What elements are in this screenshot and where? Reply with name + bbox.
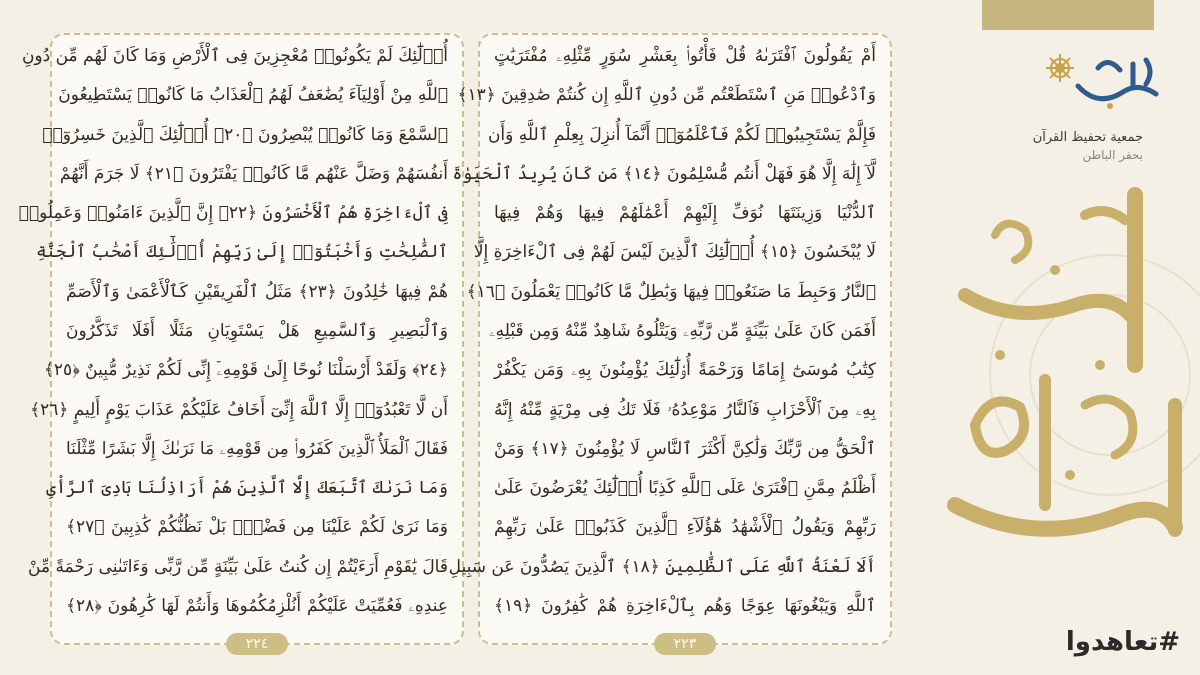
verse-line: رَبِّهِمْ وَيَقُولُ ٱلْأَشْهَٰدُ هَٰٓؤُلَآءِ ٱلَّذِينَ كَذَبُوا۟ عَلَىٰ رَبِّهِمْ: [494, 517, 876, 538]
verse-line: ٱلدُّنْيَا وَزِينَتَهَا نُوَفِّ إِلَيْهِمْ أَعْمَٰلَهُمْ فِيهَا وَهُمْ فِيهَا: [494, 203, 876, 224]
verse-line: هُمْ فِيهَا خَٰلِدُونَ ﴿٢٣﴾ مَثَلُ ٱلْفَرِيقَيْنِ كَٱلْأَعْمَىٰ وَٱلْأَصَمِّ: [66, 281, 448, 302]
verse-line: وَمَا نَرَىٰكَ ٱتَّبَعَكَ إِلَّا ٱلَّذِينَ هُمْ أَرَاذِلُنَا بَادِىَ ٱلرَّأْىِ: [46, 478, 448, 499]
verse-line: أَن لَّا تَعْبُدُوٓا۟ إِلَّا ٱللَّهَ إِنِّىٓ أَخَافُ عَلَيْكُمْ عَذَابَ يَوْمٍ أَلِيمٍ ﴿٢٦﴾: [30, 399, 448, 420]
verse-line: ٱلْحَقُّ مِن رَّبِّكَ وَلَٰكِنَّ أَكْثَرَ ٱلنَّاسِ لَا يُؤْمِنُونَ ﴿١٧﴾ وَمَنْ: [494, 438, 876, 459]
verse-line: وَمَا نَرَىٰ لَكُمْ عَلَيْنَا مِن فَضْلٍۭ بَلْ نَظُنُّكُمْ كَٰذِبِينَ ﴿٢٧﴾: [66, 517, 448, 538]
tatahadu-calligraphy-art: [935, 175, 1200, 605]
hashtag-label: #تعاهدوا: [1065, 627, 1180, 657]
verse-line: أَلَا لَعْنَةُ ٱللَّهِ عَلَى ٱلظَّٰلِمِينَ ﴿١٨﴾ ٱلَّذِينَ يَصُدُّونَ عَن سَبِيلِ: [448, 556, 876, 577]
verse-line: وَٱلْبَصِيرِ وَٱلسَّمِيعِ هَلْ يَسْتَوِيَانِ مَثَلًا أَفَلَا تَذَكَّرُونَ: [66, 320, 448, 341]
verse-line: ﴿٢٤﴾ وَلَقَدْ أَرْسَلْنَا نُوحًا إِلَىٰ قَوْمِهِۦٓ إِنِّى لَكُمْ نَذِيرٌ مُّبِينٌ ﴿٢٥﴾: [43, 360, 448, 381]
top-gold-bar: [982, 0, 1154, 30]
quran-page-224: [18, 33, 464, 652]
verse-line: عِندِهِۦ فَعُمِّيَتْ عَلَيْكُمْ أَنُلْزِمُكُمُوهَا وَأَنتُمْ لَهَا كَٰرِهُونَ ﴿٢٨﴾: [66, 595, 448, 616]
verse-line: أَظْلَمُ مِمَّنِ ٱفْتَرَىٰ عَلَى ٱللَّهِ كَذِبًا أُو۟لَٰٓئِكَ يُعْرَضُونَ عَلَىٰ: [494, 478, 876, 499]
verse-line: ٱلصَّٰلِحَٰتِ وَأَخْبَتُوٓا۟ إِلَىٰ رَبِّهِمْ أُو۟لَٰٓئِكَ أَصْحَٰبُ ٱلْجَنَّةِ: [36, 242, 448, 263]
verse-line: ٱللَّهِ وَيَبْغُونَهَا عِوَجًا وَهُم بِٱلْءَاخِرَةِ هُمْ كَٰفِرُونَ ﴿١٩﴾: [494, 595, 876, 616]
verse-line: لَا يُبْخَسُونَ ﴿١٥﴾ أُو۟لَٰٓئِكَ ٱلَّذِينَ لَيْسَ لَهُمْ فِى ٱلْءَاخِرَةِ إِلَّا: [473, 242, 876, 263]
verse-line: أَمْ يَقُولُونَ ٱفْتَرَىٰهُ قُلْ فَأْتُوا۟ بِعَشْرِ سُوَرٍ مِّثْلِهِۦ مُفْتَرَيَٰتٍ: [494, 46, 876, 66]
verse-line: فَإِلَّمْ يَسْتَجِيبُوا۟ لَكُمْ فَٱعْلَمُوٓا۟ أَنَّمَآ أُنزِلَ بِعِلْمِ ٱللَّهِ وَأَن: [487, 124, 876, 145]
verse-line: كِتَٰبُ مُوسَىٰٓ إِمَامًا وَرَحْمَةً أُو۟لَٰٓئِكَ يُؤْمِنُونَ بِهِۦ وَمَن يَكْفُرْ: [494, 360, 876, 381]
verse-line: أَنفُسَهُمْ وَضَلَّ عَنْهُم مَّا كَانُوا۟ يَفْتَرُونَ ﴿٢١﴾ لَا جَرَمَ أَنَّهُمْ: [59, 163, 448, 184]
verse-line: ٱلنَّارُ وَحَبِطَ مَا صَنَعُوا۟ فِيهَا وَبَٰطِلٌ مَّا كَانُوا۟ يَعْمَلُونَ ﴿١٦﴾: [466, 281, 876, 302]
verse-line: ٱلسَّمْعَ وَمَا كَانُوا۟ يُبْصِرُونَ ﴿٢٠﴾ أُو۟لَٰٓئِكَ ٱلَّذِينَ خَسِرُوٓا۟: [42, 124, 448, 145]
organization-logo: [973, 46, 1163, 166]
page-number-badge: ٢٢٣: [654, 633, 716, 655]
verse-line: بِهِۦ مِنَ ٱلْأَحْزَابِ فَٱلنَّارُ مَوْعِدُهُۥ فَلَا تَكُ فِى مِرْيَةٍ مِّنْهُ إِنَّهُ: [494, 399, 876, 420]
branding-panel: [935, 0, 1200, 675]
quran-page-223: [448, 33, 892, 652]
verse-line: لَّآ إِلَٰهَ إِلَّا هُوَ فَهَلْ أَنتُم مُّسْلِمُونَ ﴿١٤﴾ مَن كَانَ يُرِيدُ ٱلْحَيَوٰةَ: [452, 163, 876, 184]
verse-line: أُو۟لَٰٓئِكَ لَمْ يَكُونُوا۟ مُعْجِزِينَ فِى ٱلْأَرْضِ وَمَا كَانَ لَهُم مِّن دُونِ: [21, 46, 448, 66]
organization-name: جمعية تحفيظ القرآن: [1032, 130, 1143, 145]
page-number-badge: ٢٢٤: [226, 633, 288, 655]
verse-line: ٱللَّهِ مِنْ أَوْلِيَآءَ يُضَٰعَفُ لَهُمُ ٱلْعَذَابُ مَا كَانُوا۟ يَسْتَطِيعُونَ: [58, 85, 448, 106]
verse-line: فِى ٱلْءَاخِرَةِ هُمُ ٱلْأَخْسَرُونَ ﴿٢٢﴾ إِنَّ ٱلَّذِينَ ءَامَنُوا۟ وَعَمِلُوا۟: [18, 203, 448, 224]
organization-location: بحفر الباطن: [1082, 148, 1143, 162]
verse-line: وَٱدْعُوا۟ مَنِ ٱسْتَطَعْتُم مِّن دُونِ ٱللَّهِ إِن كُنتُمْ صَٰدِقِينَ ﴿١٣﴾: [457, 85, 876, 106]
verse-lines: [18, 41, 448, 621]
burhan-logo-icon: [1038, 46, 1168, 118]
verse-line: قَالَ يَٰقَوْمِ أَرَءَيْتُمْ إِن كُنتُ عَلَىٰ بَيِّنَةٍ مِّن رَّبِّى وَءَاتَىٰنِى رَحْمَةً مِّنْ: [28, 556, 448, 577]
verse-line: أَفَمَن كَانَ عَلَىٰ بَيِّنَةٍ مِّن رَّبِّهِۦ وَيَتْلُوهُ شَاهِدٌ مِّنْهُ وَمِن قَبْلِهِۦ: [489, 320, 876, 341]
verse-line: فَقَالَ ٱلْمَلَأُ ٱلَّذِينَ كَفَرُوا۟ مِن قَوْمِهِۦ مَا نَرَىٰكَ إِلَّا بَشَرًا مِّثْلَنَا: [66, 438, 448, 459]
verse-lines: [448, 41, 876, 621]
